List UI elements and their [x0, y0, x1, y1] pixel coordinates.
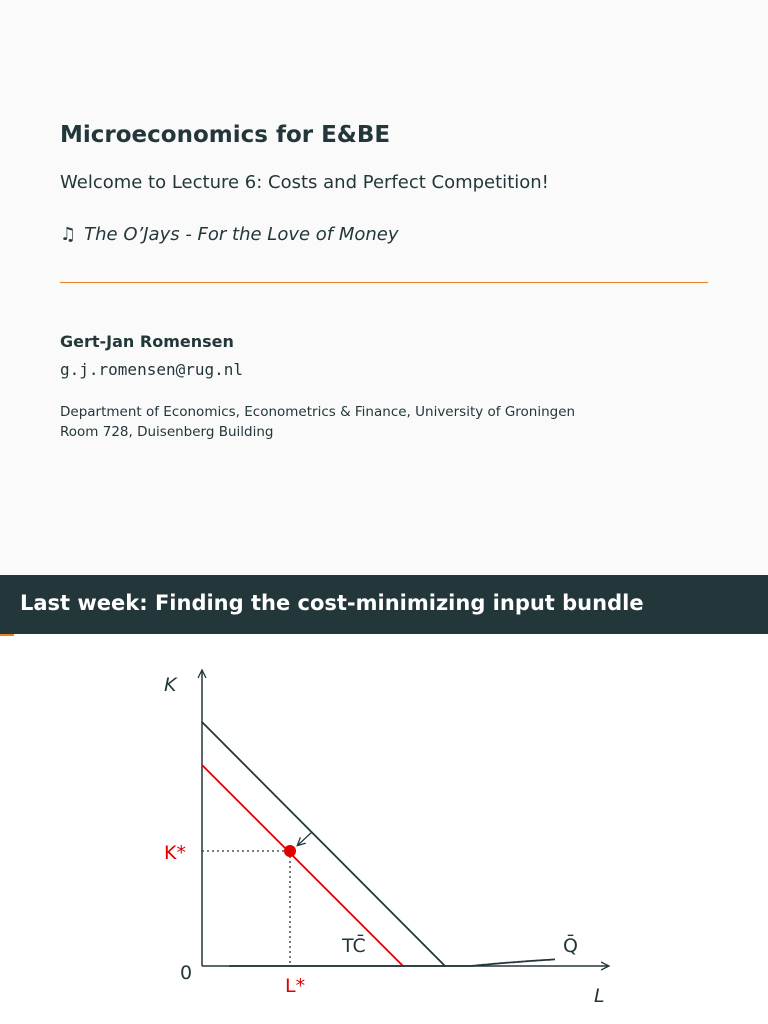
room: Room 728, Duisenberg Building: [60, 424, 274, 440]
origin-label: 0: [180, 962, 193, 984]
isoquant-label: Q̄: [563, 935, 578, 957]
cost-minimization-chart: [0, 636, 768, 1024]
isocost-line: [202, 722, 445, 966]
presentation-title: Microeconomics for E&BE: [60, 122, 391, 148]
pointer-arrow: [298, 832, 312, 845]
k-star-label: K*: [164, 842, 186, 864]
author-email: g.j.romensen@rug.nl: [60, 360, 244, 379]
music-note-icon: ♫: [60, 224, 77, 245]
song-line: [60, 224, 399, 245]
isocost-label: TC̄: [342, 935, 366, 957]
optimal-isocost-line: [202, 765, 403, 966]
lecture-subtitle: Welcome to Lecture 6: Costs and Perfect Competition!: [60, 172, 549, 193]
title-separator: [60, 282, 708, 283]
department: Department of Economics, Econometrics & Finance, University of Groningen: [60, 404, 576, 420]
l-star-label: L*: [285, 975, 306, 997]
frame-title: Last week: Finding the cost-minimizing input bundle: [20, 591, 644, 615]
y-axis-label: K: [164, 674, 177, 696]
optimum-point: [284, 845, 296, 857]
song-title: The O’Jays - For the Love of Money: [84, 224, 399, 245]
x-axis-label: L: [594, 985, 605, 1007]
author-name: Gert-Jan Romensen: [60, 332, 234, 351]
isoquant-curve: [229, 959, 555, 966]
frame-title-bar: [0, 575, 768, 634]
